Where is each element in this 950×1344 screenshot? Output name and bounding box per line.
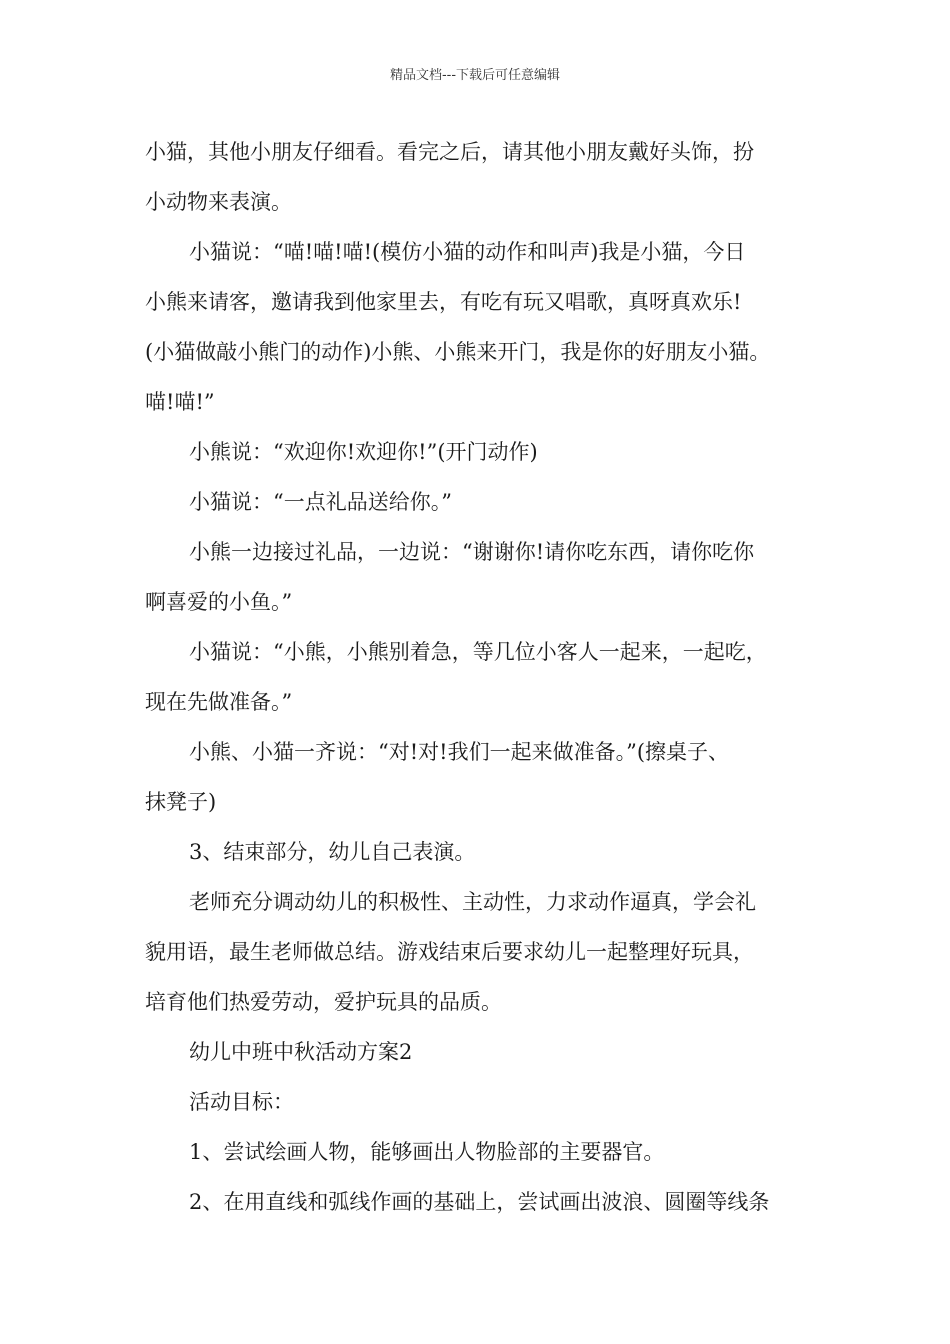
text-line: 幼儿中班中秋活动方案2 — [189, 1040, 413, 1064]
text-line: 小熊说：“欢迎你!欢迎你!”(开门动作) — [189, 440, 538, 464]
text-line: 小猫，其他小朋友仔细看。看完之后，请其他小朋友戴好头饰，扮 — [145, 140, 754, 164]
text-line: 小熊来请客，邀请我到他家里去，有吃有玩又唱歌，真呀真欢乐! — [145, 290, 742, 314]
text-line: (小猫做敲小熊门的动作)小熊、小熊来开门，我是你的好朋友小猫。 — [145, 340, 771, 364]
text-line: 老师充分调动幼儿的积极性、主动性，力求动作逼真，学会礼 — [189, 890, 756, 914]
text-line: 培育他们热爱劳动，爱护玩具的品质。 — [145, 990, 502, 1014]
text-line: 小猫说：“一点礼品送给你。” — [189, 490, 452, 514]
text-line: 1、尝试绘画人物，能够画出人物脸部的主要器官。 — [189, 1140, 665, 1164]
text-line: 小熊一边接过礼品，一边说：“谢谢你!请你吃东西，请你吃你 — [189, 540, 755, 564]
text-line: 活动目标： — [189, 1090, 294, 1114]
document-body — [145, 127, 810, 1227]
text-line: 2、在用直线和弧线作画的基础上，尝试画出波浪、圆圈等线条 — [189, 1190, 770, 1214]
text-line: 现在先做准备。” — [145, 690, 293, 714]
text-line: 抹凳子) — [145, 790, 217, 814]
text-line: 啊喜爱的小鱼。” — [145, 590, 293, 614]
text-line: 3、结束部分，幼儿自己表演。 — [189, 840, 476, 864]
text-line: 小动物来表演。 — [145, 190, 292, 214]
text-line: 貌用语，最生老师做总结。游戏结束后要求幼儿一起整理好玩具， — [145, 940, 754, 964]
text-line: 小猫说：“喵!喵!喵!(模仿小猫的动作和叫声)我是小猫，今日 — [189, 240, 746, 264]
text-line: 小猫说：“小熊，小熊别着急，等几位小客人一起来，一起吃， — [189, 640, 767, 664]
page-header: 精品文档---下载后可任意编辑 — [389, 68, 561, 83]
text-line: 喵!喵!” — [145, 390, 215, 414]
text-line: 小熊、小猫一齐说：“对!对!我们一起来做准备。”(擦桌子、 — [189, 740, 730, 764]
